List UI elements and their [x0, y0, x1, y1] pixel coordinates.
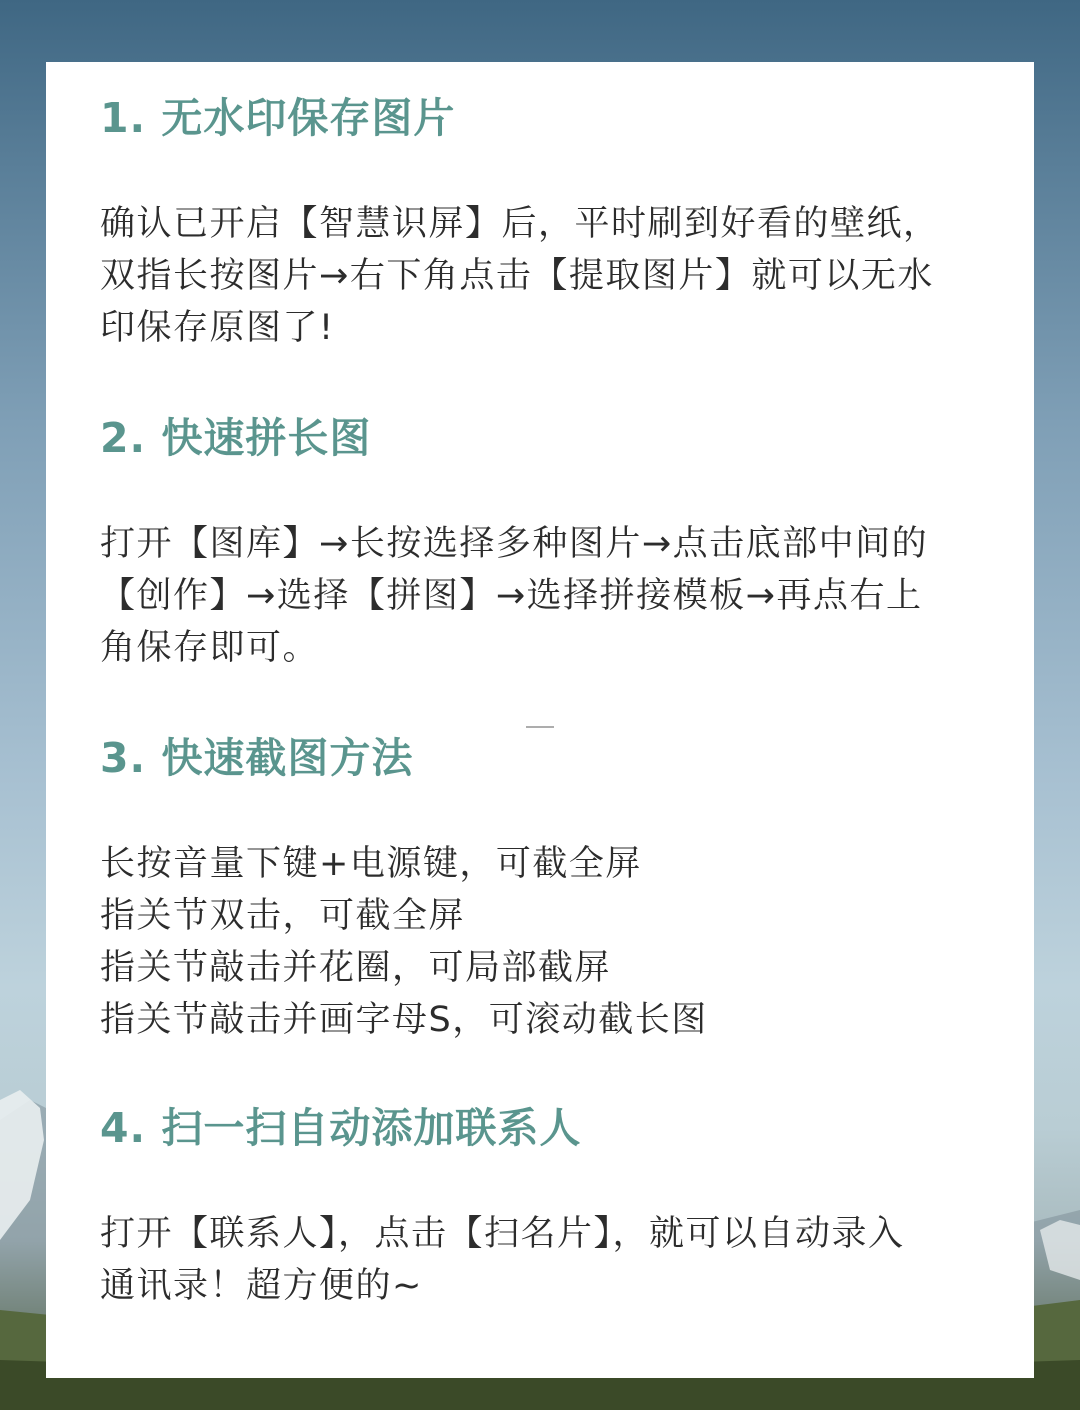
section-2-heading: 2. 快速拼长图: [100, 414, 372, 462]
section-2-line: 打开【图库】→长按选择多种图片→点击底部中间的: [100, 524, 929, 564]
section-3-line: 指关节双击，可截全屏: [100, 896, 466, 936]
section-1-line: 确认已开启【智慧识屏】后，平时刷到好看的壁纸，: [100, 204, 940, 244]
section-4-line: 通讯录！超方便的~: [100, 1266, 423, 1306]
section-3-heading: 3. 快速截图方法: [100, 734, 414, 782]
section-2-line: 【创作】→选择【拼图】→选择拼接模板→再点右上: [100, 576, 923, 616]
section-4-heading: 4. 扫一扫自动添加联系人: [100, 1104, 582, 1152]
section-2-body: [100, 518, 1000, 674]
section-3-line: 长按音量下键+电源键，可截全屏: [100, 844, 642, 884]
section-1-line: 印保存原图了!: [100, 308, 335, 348]
section-3-line: 指关节敲击并画字母S，可滚动截长图: [100, 1000, 708, 1040]
divider-mark: [526, 726, 554, 728]
section-2-line: 角保存即可。: [100, 628, 320, 668]
section-3-line: 指关节敲击并花圈，可局部截屏: [100, 948, 612, 988]
section-3-body: [100, 838, 1000, 1046]
section-1-body: [100, 198, 1000, 354]
section-1-heading: 1. 无水印保存图片: [100, 94, 456, 142]
section-4-body: [100, 1208, 1000, 1312]
section-4-line: 打开【联系人】，点击【扫名片】，就可以自动录入: [100, 1214, 905, 1254]
content-card: [46, 62, 1034, 1378]
section-1-line: 双指长按图片→右下角点击【提取图片】就可以无水: [100, 256, 934, 296]
